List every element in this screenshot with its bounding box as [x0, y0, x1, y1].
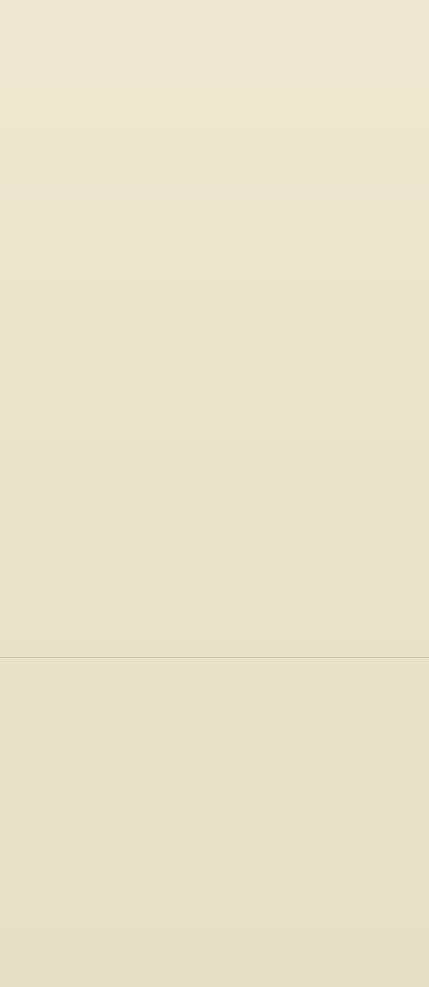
column-divider [0, 657, 429, 658]
